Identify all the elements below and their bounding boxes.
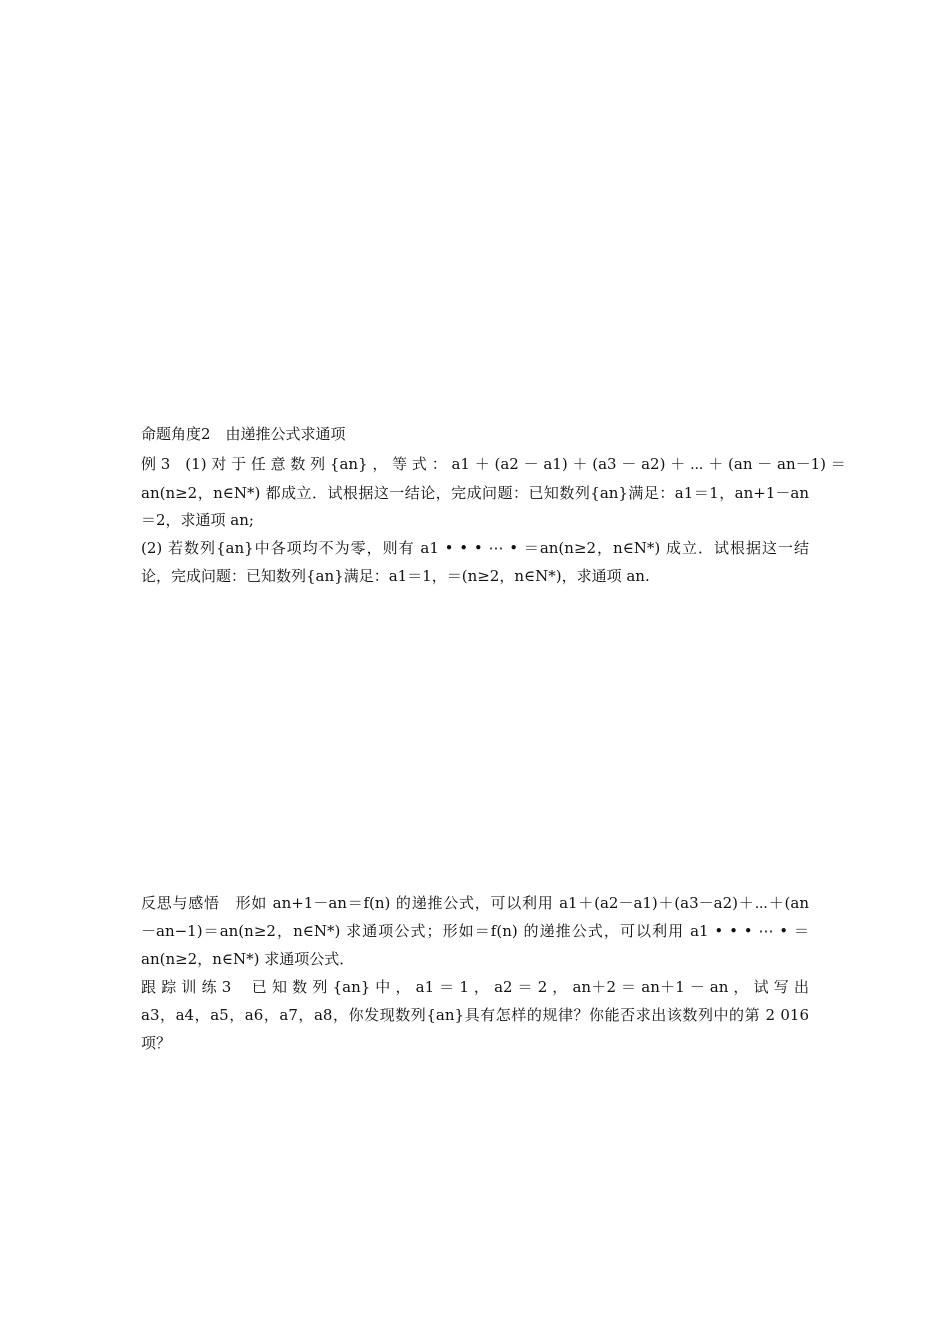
example-3-line-2: an(n≥2，n∈N*) 都成立．试根据这一结论，完成问题：已知数列{an}满足：a1＝1，an+1－an	[141, 484, 809, 502]
section-heading: 命题角度2 由递推公式求通项	[141, 425, 346, 443]
exercise-3-line-2: a3，a4，a5，a6，a7，a8，你发现数列{an}具有怎样的规律？你能否求出该数列中的第 2 016	[141, 1006, 809, 1024]
reflection-line-3: an(n≥2，n∈N*) 求通项公式．	[141, 950, 355, 968]
exercise-3-line-3: 项？	[141, 1034, 172, 1052]
exercise-3-line-1: 跟 踪 训 练 3 已 知 数 列 {an} 中 ， a1 ＝ 1 ， a2 ＝ 2 ， an＋2 ＝ an＋1 － an ， 试 写 出	[141, 978, 809, 996]
example-3-line-4: (2) 若数列{an}中各项均不为零，则有 a1 • • • ⋯ • ＝an(n≥2，n∈N*) 成立．试根据这一结	[141, 539, 809, 557]
example-3-line-3: ＝2，求通项 an;	[141, 511, 254, 529]
example-3-line-1: 例 3 (1) 对 于 任 意 数 列 {an} ， 等 式 ： a1 ＋ (a2 － a1) ＋ (a3 － a2) ＋ ⋯ ＋ (an － an－1) ＝	[141, 455, 846, 473]
reflection-line-2: －an−1)＝an(n≥2，n∈N*) 求通项公式；形如＝f(n) 的递推公式，可以利用 a1 • • • ⋯ • ＝	[141, 922, 809, 940]
example-3-line-5: 论，完成问题：已知数列{an}满足：a1＝1，＝(n≥2，n∈N*)，求通项 an.	[141, 567, 650, 585]
reflection-line-1: 反思与感悟 形如 an+1－an＝f(n) 的递推公式，可以利用 a1＋(a2－a1)＋(a3－a2)＋⋯＋(an	[141, 894, 809, 912]
